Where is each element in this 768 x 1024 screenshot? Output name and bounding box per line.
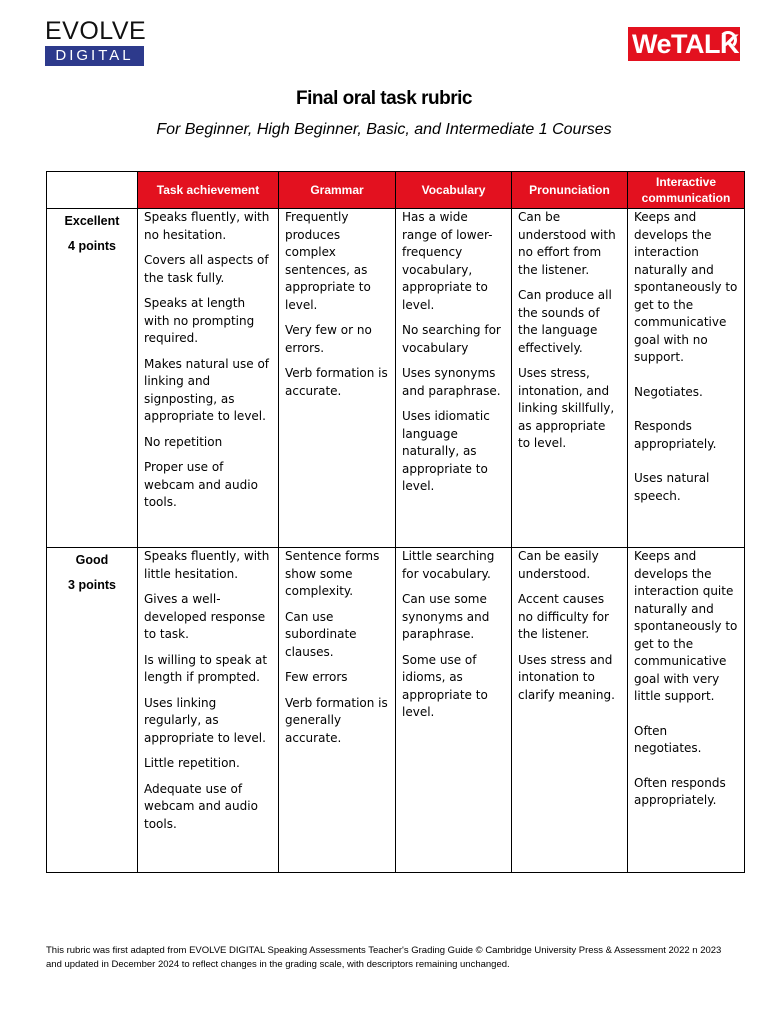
descriptor: Little repetition. <box>144 756 240 770</box>
descriptor: Can be easily understood. <box>518 549 599 581</box>
descriptor-cell <box>279 209 396 548</box>
digital-logo-band: DIGITAL <box>45 46 144 66</box>
descriptor: Can use subordinate clauses. <box>285 609 357 659</box>
col-header-task-achievement: Task achievement <box>138 172 279 209</box>
table-row <box>47 209 745 548</box>
col-header-interactive-communication: Interactive communication <box>628 172 745 209</box>
descriptor: Verb formation is accurate. <box>285 366 388 398</box>
descriptor: Sentence forms show some complexity. <box>285 549 380 598</box>
descriptor: Adequate use of webcam and audio tools. <box>144 781 258 831</box>
level-name: Good <box>75 553 109 567</box>
descriptor: No repetition <box>144 434 223 449</box>
wetalk-logo-text: WeTALK <box>632 29 739 59</box>
descriptor-cell <box>138 548 279 873</box>
evolve-digital-logo <box>45 19 145 66</box>
page-title: Final oral task rubric <box>296 88 472 109</box>
rubric-table <box>46 171 745 873</box>
descriptor: Speaks fluently, with little hesitation. <box>144 549 270 581</box>
descriptor-cell <box>628 548 745 873</box>
descriptor: Little searching for vocabulary. <box>402 549 495 581</box>
col-header-vocabulary: Vocabulary <box>396 172 512 209</box>
descriptor: Few errors <box>285 670 348 684</box>
level-cell <box>47 548 138 873</box>
level-points: 3 points <box>68 578 116 592</box>
descriptor: Uses synonyms and paraphrase. <box>402 366 501 398</box>
descriptor: Can use some synonyms and paraphrase. <box>402 592 490 641</box>
descriptor: Keeps and develops the interaction quite naturally and spontaneously to get to the communicative goal with very little support. <box>634 549 738 703</box>
descriptor: Verb formation is generally accurate. <box>285 695 388 745</box>
descriptor: Negotiates. <box>634 384 703 399</box>
descriptor-cell <box>628 209 745 548</box>
descriptor: Is willing to speak at length if prompted. <box>144 652 268 684</box>
descriptor: Often negotiates. <box>634 723 702 755</box>
level-name: Excellent <box>64 214 120 228</box>
descriptor: Some use of idioms, as appropriate to level. <box>402 652 488 719</box>
col-header-grammar: Grammar <box>279 172 396 209</box>
descriptor: Can produce all the sounds of the language effectively. <box>518 288 612 355</box>
page-subtitle: For Beginner, High Beginner, Basic, and Intermediate 1 Courses <box>156 121 612 138</box>
descriptor: Has a wide range of lower-frequency vocabulary, appropriate to level. <box>402 210 493 312</box>
level-cell <box>47 209 138 548</box>
swirl-icon <box>719 31 737 49</box>
descriptor: Uses stress and intonation to clarify meaning. <box>518 652 615 702</box>
descriptor: Speaks fluently, with no hesitation. <box>144 210 270 242</box>
descriptor-cell <box>512 209 628 548</box>
descriptor: Speaks at length with no prompting required. <box>144 296 255 345</box>
descriptor: Accent causes no difficulty for the listener. <box>518 592 609 641</box>
table-row <box>47 548 745 873</box>
descriptor-cell <box>396 209 512 548</box>
evolve-logo-word: EVOLVE <box>45 17 147 45</box>
descriptor-cell <box>512 548 628 873</box>
descriptor: Uses idiomatic language naturally, as appropriate to level. <box>402 409 490 493</box>
descriptor: Very few or no errors. <box>285 323 372 355</box>
footer-note: This rubric was first adapted from EVOLVE DIGITAL Speaking Assessments Teacher's Grading Guide © Cambridge University Press & Assessment 2022 n 2023 and updated in December 2024 to reflect changes in the grading scale, with descriptors remaining unchanged. <box>46 945 722 970</box>
descriptor-cell <box>396 548 512 873</box>
level-points: 4 points <box>68 239 116 253</box>
descriptor-cell <box>279 548 396 873</box>
corner-cell <box>47 172 138 209</box>
descriptor: Proper use of webcam and audio tools. <box>144 460 258 509</box>
descriptor: Often responds appropriately. <box>634 775 726 807</box>
descriptor: Frequently produces complex sentences, as appropriate to level. <box>285 210 371 312</box>
descriptor: Uses stress, intonation, and linking skillfully, as appropriate to level. <box>518 366 615 450</box>
col-header-pronunciation: Pronunciation <box>512 172 628 209</box>
descriptor: Can be understood with no effort from the listener. <box>518 210 616 277</box>
wetalk-logo <box>628 27 740 61</box>
descriptor: Makes natural use of linking and signposting, as appropriate to level. <box>144 356 270 423</box>
header-row <box>47 172 745 209</box>
descriptor-cell <box>138 209 279 548</box>
descriptor: Keeps and develops the interaction naturally and spontaneously to get to the communicative goal with no support. <box>634 210 738 364</box>
descriptor: Responds appropriately. <box>634 419 717 451</box>
descriptor: No searching for vocabulary <box>402 323 501 355</box>
descriptor: Uses linking regularly, as appropriate to level. <box>144 695 266 745</box>
descriptor: Covers all aspects of the task fully. <box>144 253 269 285</box>
descriptor: Gives a well-developed response to task. <box>144 592 266 641</box>
descriptor: Uses natural speech. <box>634 471 710 503</box>
